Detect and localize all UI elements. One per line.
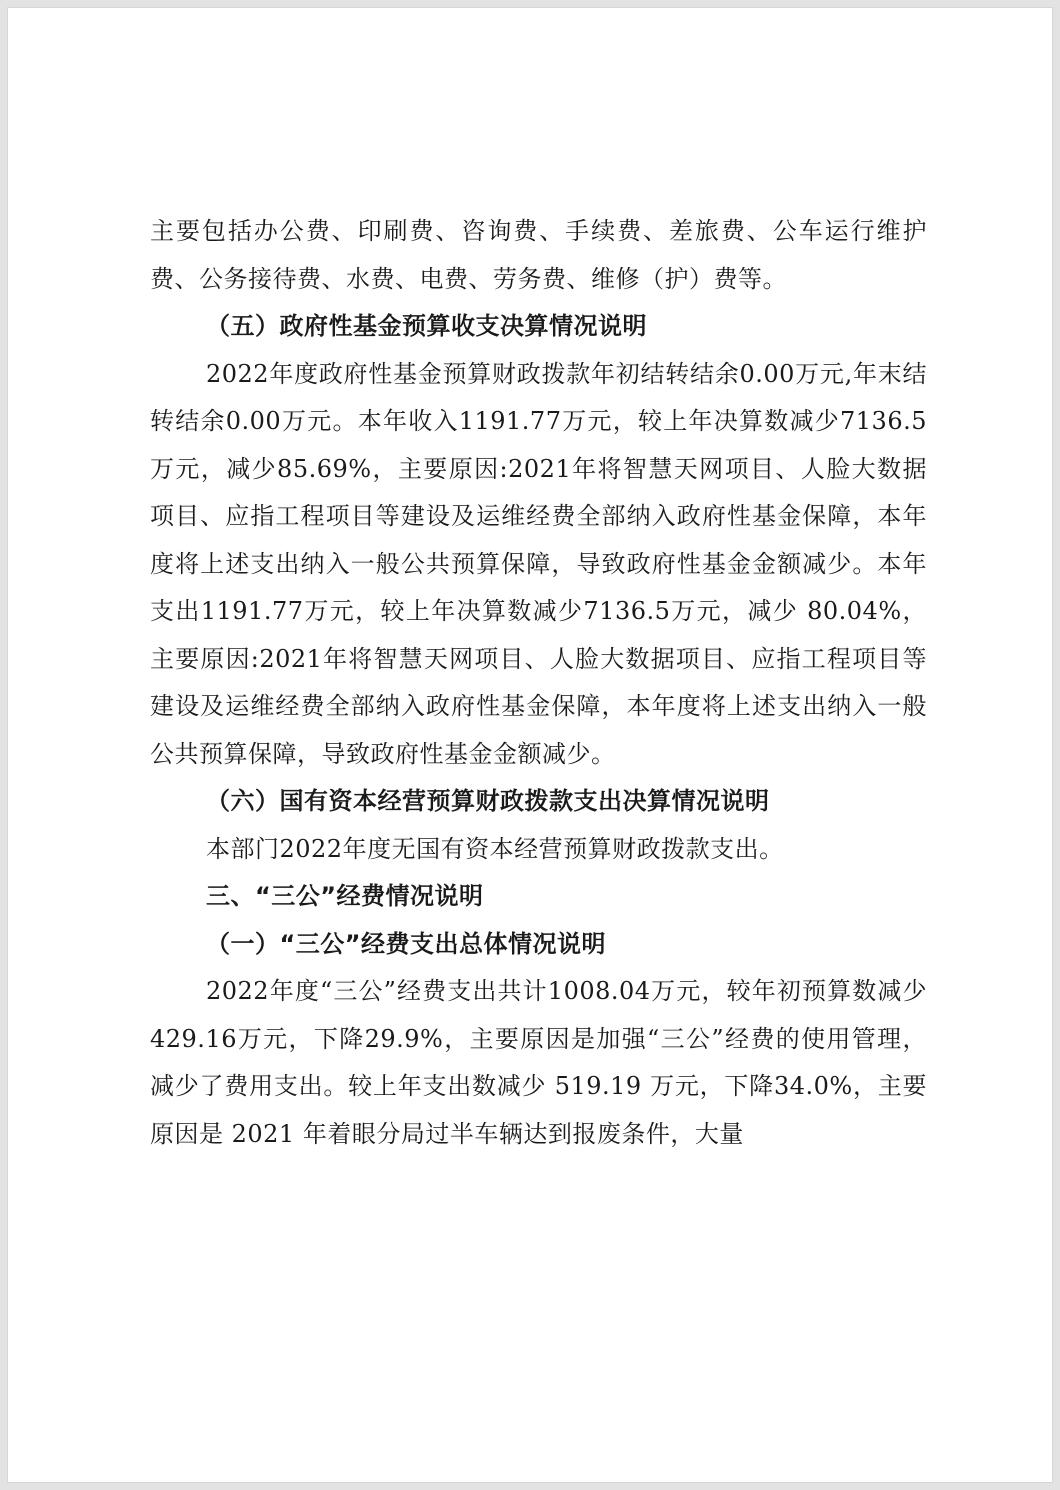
document-body bbox=[150, 208, 927, 1158]
section-heading-5: （五）政府性基金预算收支决算情况说明 bbox=[206, 312, 647, 340]
paragraph-government-fund: 2022年度政府性基金预算财政拨款年初结转结余0.00万元,年末结转结余0.00万元。本年收入1191.77万元，较上年决算数减少7136.5万元，减少85.69%，主要原因:2021年将智慧天网项目、人脸大数据项目、应指工程项目等建设及运维经费全部纳入政府性基金保障，本年度将上述支出纳入一般公共预算保障，导致政府性基金金额减少。本年支出1191.77万元，较上年决算数减少7136.5万元，减少 80.04%，主要原因:2021年将智慧天网项目、人脸大数据项目、应指工程项目等建设及运维经费全部纳入政府性基金保障，本年度将上述支出纳入一般公共预算保障，导致政府性基金金额减少。 bbox=[150, 359, 927, 768]
paragraph-continued: 主要包括办公费、印刷费、咨询费、手续费、差旅费、公车运行维护费、公务接待费、水费、电费、劳务费、维修（护）费等。 bbox=[150, 217, 927, 293]
section-heading-6: （六）国有资本经营预算财政拨款支出决算情况说明 bbox=[206, 787, 770, 815]
paragraph-three-public-overall: 2022年度“三公”经费支出共计1008.04万元，较年初预算数减少429.16万元，下降29.9%，主要原因是加强“三公”经费的使用管理，减少了费用支出。较上年支出数减少 519.19 万元，下降34.0%，主要原因是 2021 年着眼分局过半车辆达到报废条件，大量 bbox=[150, 977, 927, 1148]
subsection-heading-overall: （一）“三公”经费支出总体情况说明 bbox=[206, 929, 607, 958]
paragraph-state-capital: 本部门2022年度无国有资本经营预算财政拨款支出。 bbox=[206, 834, 784, 863]
section-heading-three-public: 三、“三公”经费情况说明 bbox=[206, 882, 484, 910]
document-page bbox=[8, 8, 1052, 1482]
